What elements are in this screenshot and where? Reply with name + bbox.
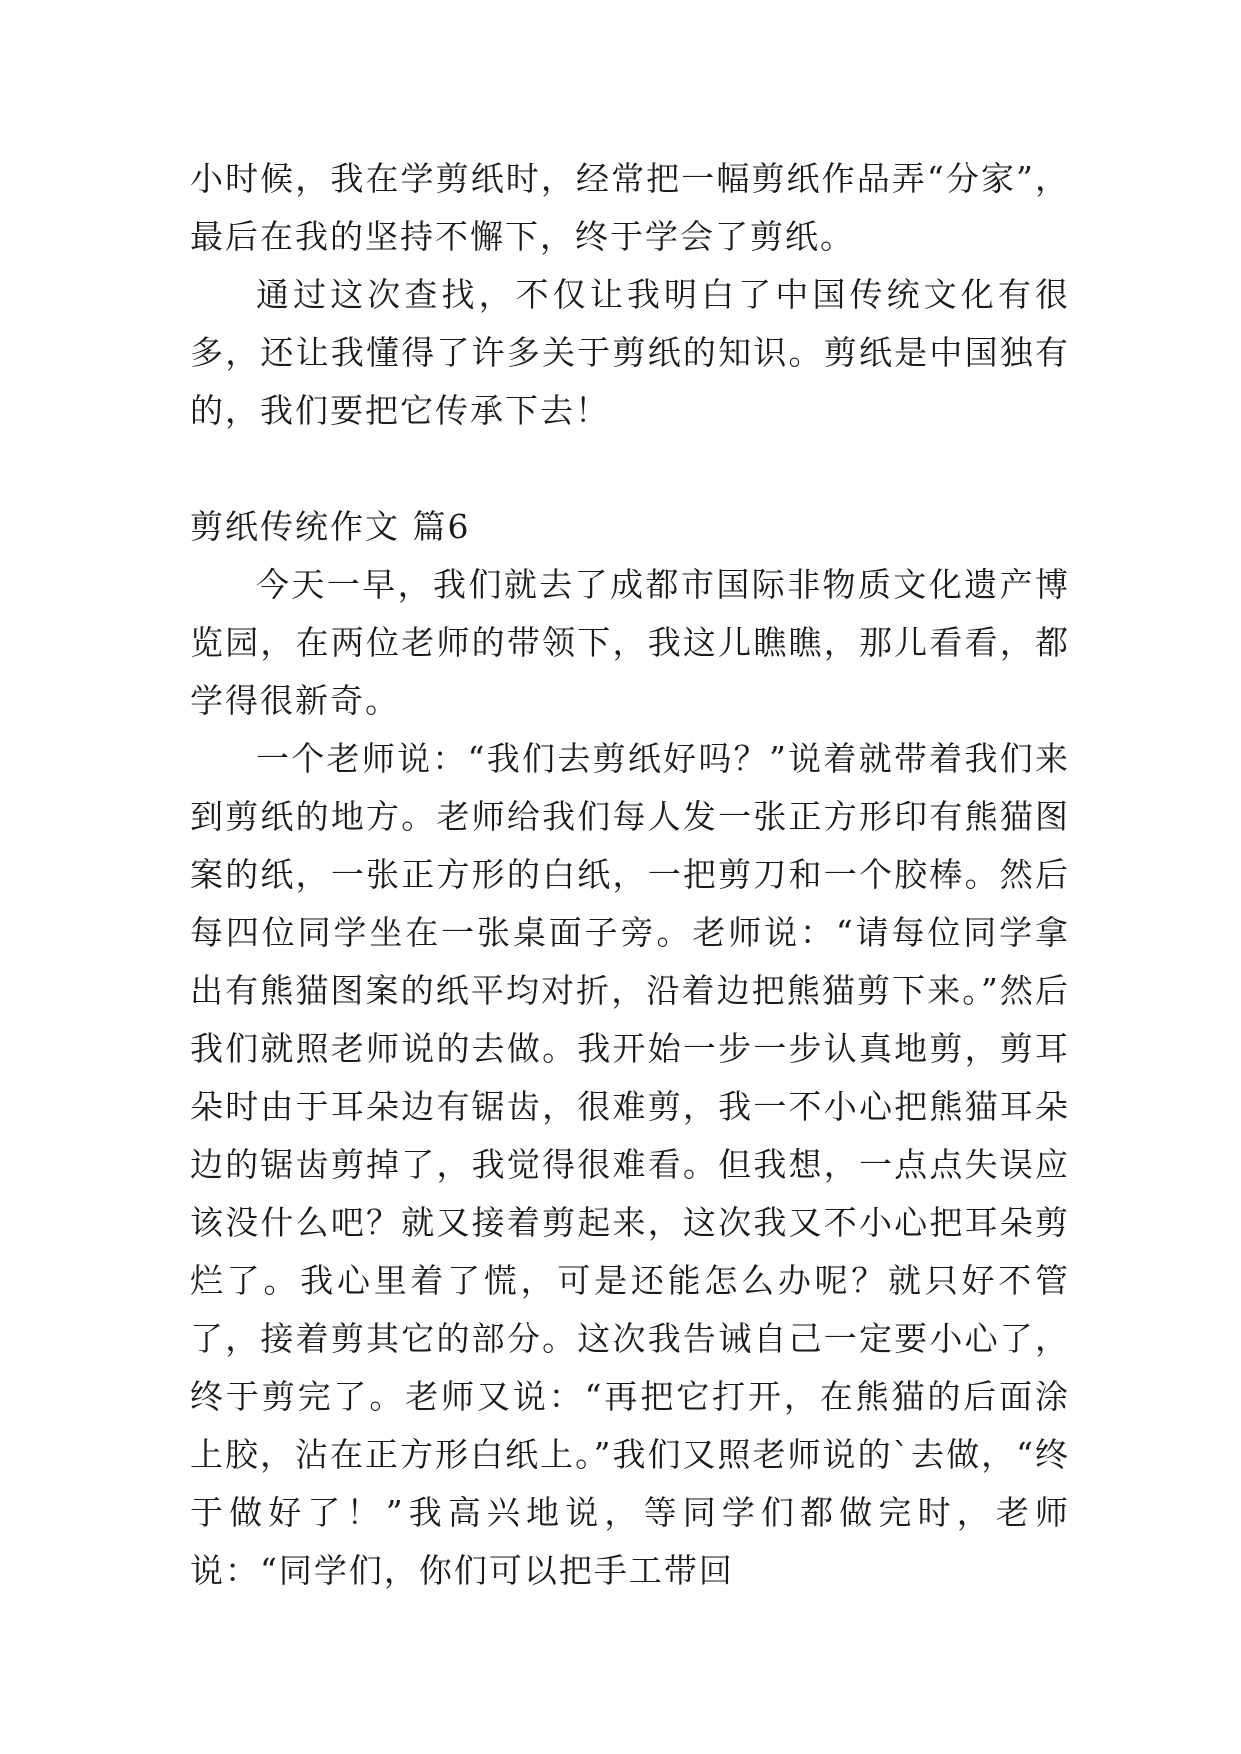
document-page bbox=[190, 150, 1070, 1600]
paragraph-continuation: 小时候，我在学剪纸时，经常把一幅剪纸作品弄“分家”，最后在我的坚持不懈下，终于学会了剪纸。 bbox=[190, 159, 1070, 256]
paragraph-intro: 今天一早，我们就去了成都市国际非物质文化遗产博览园，在两位老师的带领下，我这儿瞧瞧，那儿看看，都学得很新奇。 bbox=[190, 565, 1070, 720]
paragraph-body: 一个老师说：“我们去剪纸好吗？”说着就带着我们来到剪纸的地方。老师给我们每人发一张正方形印有熊猫图案的纸，一张正方形的白纸，一把剪刀和一个胶棒。然后每四位同学坐在一张桌面子旁。老师说：“请每位同学拿出有熊猫图案的纸平均对折，沿着边把熊猫剪下来。”然后我们就照老师说的去做。我开始一步一步认真地剪，剪耳朵时由于耳朵边有锯齿，很难剪，我一不小心把熊猫耳朵边的锯齿剪掉了，我觉得很难看。但我想，一点点失误应该没什么吧？就又接着剪起来，这次我又不小心把耳朵剪烂了。我心里着了慌，可是还能怎么办呢？就只好不管了，接着剪其它的部分。这次我告诫自己一定要小心了，终于剪完了。老师又说：“再把它打开，在熊猫的后面涂上胶，沾在正方形白纸上。”我们又照老师说的`去做，“终于做好了！”我高兴地说，等同学们都做完时，老师说：“同学们，你们可以把手工带回 bbox=[190, 739, 1070, 1590]
section-title: 剪纸传统作文 篇6 bbox=[190, 507, 471, 546]
paragraph-conclusion: 通过这次查找，不仅让我明白了中国传统文化有很多，还让我懂得了许多关于剪纸的知识。剪纸是中国独有的，我们要把它传承下去！ bbox=[190, 275, 1070, 430]
